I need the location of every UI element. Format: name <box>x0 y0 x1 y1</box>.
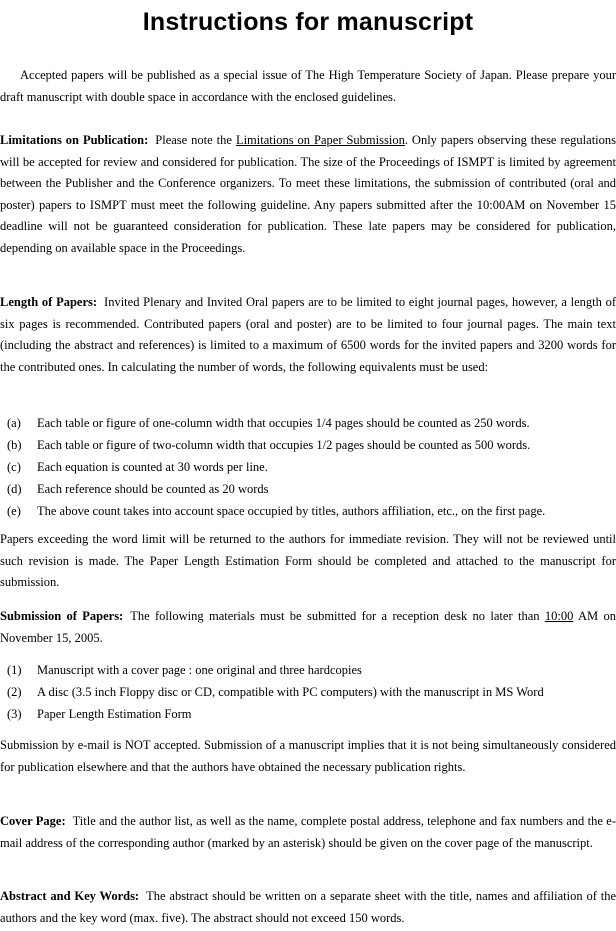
list-item-text: Each table or figure of two-column width that occupies 1/2 pages should be counted as 500 words. <box>37 438 531 452</box>
submission-label: Submission of Papers: <box>0 609 124 623</box>
page-title: Instructions for manuscript <box>142 8 474 36</box>
limitations-text-pre: Please note the <box>155 133 236 147</box>
length-text: Invited Plenary and Invited Oral papers are to be limited to eight journal pages, however, a length of six pages is recommended. Contributed papers (oral and poster) are to be limited to four journal pages. The main text (including the abstract and references) is limited to a maximum of 6500 words for the invited papers and 3200 words for the contributed ones. In calculating the number of words, the following equivalents must be used: <box>0 295 616 374</box>
length-section <box>0 292 616 378</box>
list-marker: (c) <box>7 460 21 474</box>
word-equivalents-list <box>0 412 616 522</box>
list-marker: (e) <box>7 504 21 518</box>
list-marker: (b) <box>7 438 22 452</box>
list-item <box>0 659 616 681</box>
limitations-link[interactable]: Limitations on Paper Submission <box>235 133 405 147</box>
submission-followup-paragraph: Submission by e-mail is NOT accepted. Submission of a manuscript implies that it is not being simultaneously considered for publication elsewhere and that the authors have obtained the necessary publication rights. <box>0 738 616 774</box>
list-item <box>0 434 616 456</box>
list-item <box>0 478 616 500</box>
list-item-text: A disc (3.5 inch Floppy disc or CD, compatible with PC computers) with the manuscript in MS Word <box>37 685 544 699</box>
list-item-text: Each table or figure of one-column width that occupies 1/4 pages should be counted as 250 words. <box>37 416 530 430</box>
submission-deadline-time: 10:00 <box>544 609 574 623</box>
submission-materials-list <box>0 659 616 725</box>
list-marker: (3) <box>7 707 22 721</box>
list-item <box>0 500 616 522</box>
list-item <box>0 703 616 725</box>
cover-page-label: Cover Page: <box>0 814 66 828</box>
list-item-text: Each reference should be counted as 20 words <box>37 482 269 496</box>
list-marker: (a) <box>7 416 21 430</box>
limitations-label: Limitations on Publication: <box>0 133 149 147</box>
length-followup-paragraph: Papers exceeding the word limit will be returned to the authors for immediate revision. They will not be reviewed until such revision is made. The Paper Length Estimation Form should be completed and attached to the manuscript for submission. <box>0 532 616 590</box>
abstract-section <box>0 886 616 929</box>
limitations-text-post: . Only papers observing these regulations will be accepted for review and considered for publication. The size of the Proceedings of ISMPT is limited by agreement between the Publisher and the Conference organizers. To meet these limitations, the submission of contributed (oral and poster) papers to ISMPT must meet the following guideline. Any papers submitted after the 10:00AM on November 15 deadline will not be guaranteed consideration for publication. These late papers may be considered for publication, depending on available space in the Proceedings. <box>0 133 616 255</box>
list-item-text: Each equation is counted at 30 words per line. <box>37 460 268 474</box>
list-item <box>0 681 616 703</box>
cover-page-section <box>0 811 616 854</box>
limitations-section <box>0 130 616 260</box>
intro-paragraph: Accepted papers will be published as a special issue of The High Temperature Society of Japan. Please prepare your draft manuscript with double space in accordance with the enclosed guidelines. <box>0 68 616 104</box>
list-item-text: Manuscript with a cover page : one original and three hardcopies <box>37 663 362 677</box>
list-marker: (2) <box>7 685 22 699</box>
submission-section <box>0 606 616 649</box>
list-marker: (1) <box>7 663 22 677</box>
list-item-text: Paper Length Estimation Form <box>37 707 192 721</box>
submission-text-post: AM on November 15, 2005. <box>0 609 616 645</box>
list-item-text: The above count takes into account space occupied by titles, authors affiliation, etc., on the first page. <box>37 504 546 518</box>
length-label: Length of Papers: <box>0 295 98 309</box>
list-item <box>0 412 616 434</box>
cover-page-text: Title and the author list, as well as the name, complete postal address, telephone and fax numbers and the e-mail address of the corresponding author (marked by an asterisk) should be given on the cover page of the manuscript. <box>0 814 616 850</box>
submission-text-pre: The following materials must be submitted for a reception desk no later than <box>130 609 545 623</box>
abstract-text: The abstract should be written on a separate sheet with the title, names and affiliation of the authors and the key word (max. five). The abstract should not exceed 150 words. <box>0 889 616 925</box>
list-item <box>0 456 616 478</box>
abstract-label: Abstract and Key Words: <box>0 889 140 903</box>
list-marker: (d) <box>7 482 22 496</box>
